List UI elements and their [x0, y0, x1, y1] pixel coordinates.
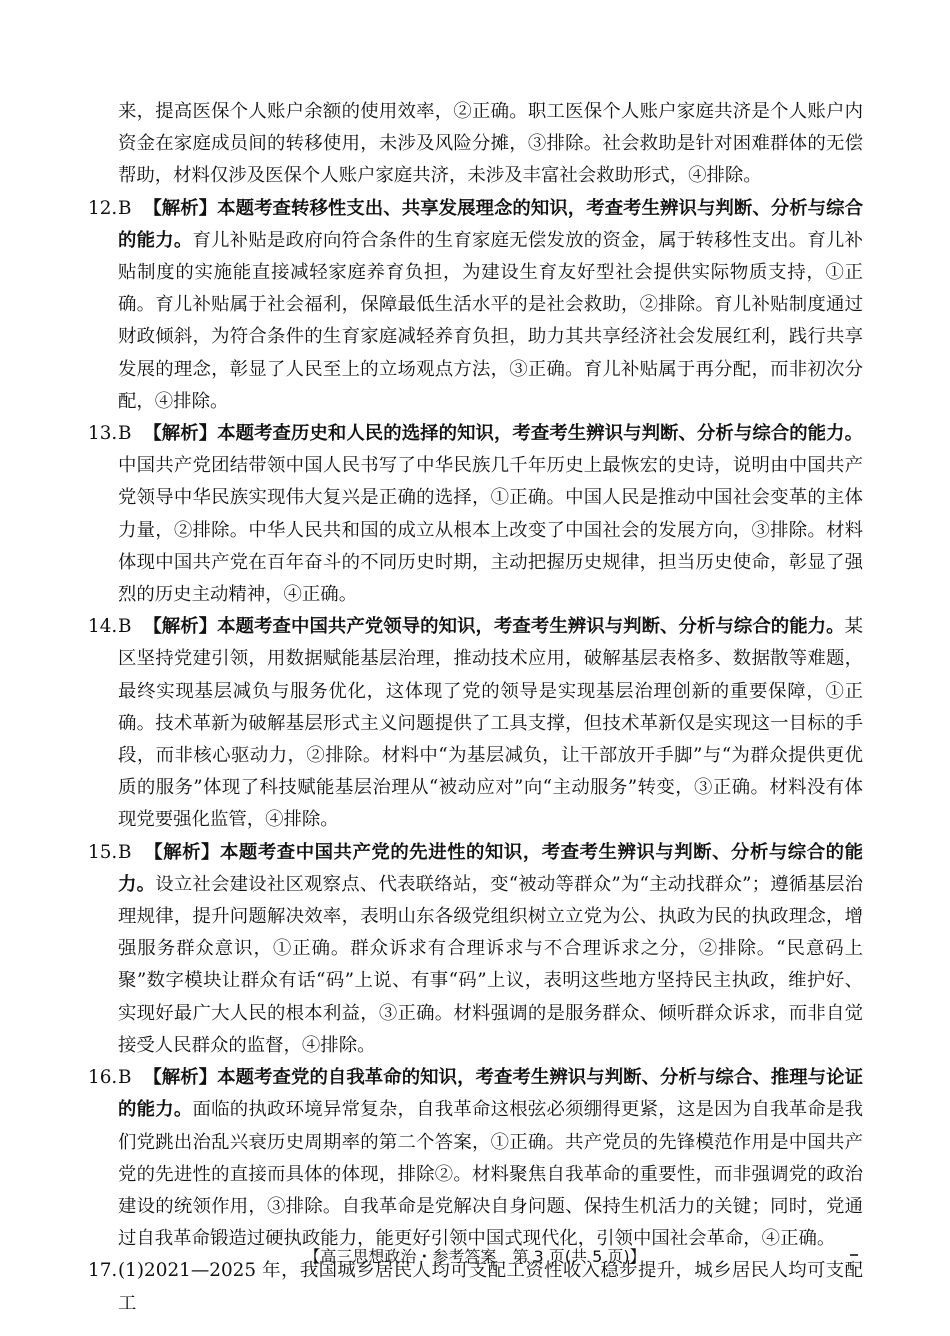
- item-answer: B: [118, 197, 132, 219]
- answer-item-12: [88, 193, 863, 418]
- item-answer: B: [118, 423, 132, 445]
- item-body: 面临的执政环境异常复杂，自我革命这根弦必须绷得更紧，这是因为自我革命是我们党跳出治乱兴衰历史周期率的第二个答案，①正确。共产党员的先锋模范作用是中国共产党的先进性的直接而具体的体现，排除②。材料聚焦自我革命的重要性，而非强调党的政治建设的统领作用，③排除。自我革命是党解决自身问题、保持生机活力的关键；同时，党通过自我革命锻造过硬执政能力，能更好引领中国式现代化，引领中国社会革命，④正确。: [118, 1099, 863, 1250]
- analysis-tag: 【解析】: [143, 423, 218, 445]
- item-lead: 本题考查历史和人民的选择的知识，考查考生辨识与判断、分析与综合的能力。: [217, 423, 863, 445]
- analysis-tag: 【解析】: [143, 197, 218, 219]
- answer-item-14: [88, 611, 863, 836]
- item-number: 13.: [88, 423, 118, 445]
- item-number: 16.: [88, 1067, 118, 1089]
- page-footer: 【高三思想政治・参考答案 第 3 页(共 5 页)】: [304, 1247, 646, 1266]
- answer-item-13: [88, 418, 863, 611]
- item-lead: 本题考查中国共产党的先进性的知识，考查考生辨识与判断、分析与综合的能力。: [118, 841, 863, 895]
- item-lead: 本题考查党的自我革命的知识，考查考生辨识与判断、分析与综合、推理与论证的能力。: [118, 1067, 863, 1121]
- intro-paragraph: 来，提高医保个人账户余额的使用效率，②正确。职工医保个人账户家庭共济是个人账户内资金在家庭成员间的转移使用，未涉及风险分摊，③排除。社会救助是针对困难群体的无偿帮助，材料仅涉及医保个人账户家庭共济，未涉及丰富社会救助形式，④排除。: [118, 101, 863, 187]
- item-answer: B: [118, 841, 132, 863]
- answer-item-16: [88, 1062, 863, 1255]
- item-body: (1)2021—2025 年，我国城乡居民人均可支配工资性收入稳步提升，城乡居民人均可支配工: [118, 1260, 863, 1314]
- analysis-tag: 【解析】: [143, 1067, 218, 1089]
- answer-item-15: [88, 837, 863, 1062]
- item-number: 14.: [88, 616, 118, 638]
- item-body: 某区坚持党建引领，用数据赋能基层治理，推动技术应用，破解基层表格多、数据散等难题，最终实现基层减负与服务优化，这体现了党的领导是实现基层治理创新的重要保障，①正确。技术革新为破解基层形式主义问题提供了工具支撑，但技术革新仅是实现这一目标的手段，而非核心驱动力，②排除。材料中“为基层减负，让干部放开手脚”与“为群众提供更优质的服务”体现了科技赋能基层治理从“被动应对”向“主动服务”转变，③正确。材料没有体现党要强化监管，④排除。: [118, 616, 863, 831]
- item-lead: 本题考查中国共产党领导的知识，考查考生辨识与判断、分析与综合的能力。: [217, 616, 845, 638]
- item-number: 15.: [88, 841, 118, 863]
- item-body: 设立社会建设社区观察点、代表联络站，变“被动等群众”为“主动找群众”；遵循基层治理规律，提升问题解决效率，表明山东各级党组织树立立党为公、执政为民的执政理念，增强服务群众意识，①正确。群众诉求有合理诉求与不合理诉求之分，②排除。“民意码上聚”数字模块让群众有话“码”上说、有事“码”上议，表明这些地方坚持民主执政，维护好、实现好最广大人民的根本利益，③正确。材料强调的是服务群众、倾听群众诉求，而非自觉接受人民群众的监督，④排除。: [118, 873, 863, 1056]
- item-answer: B: [118, 616, 132, 638]
- item-answer: B: [118, 1067, 132, 1089]
- analysis-tag: 【解析】: [144, 841, 220, 863]
- item-lead: 本题考查转移性支出、共享发展理念的知识，考查考生辨识与判断、分析与综合的能力。: [118, 197, 863, 251]
- item-number: 12.: [88, 197, 118, 219]
- item-body: 育儿补贴是政府向符合条件的生育家庭无偿发放的资金，属于转移性支出。育儿补贴制度的实施能直接减轻家庭养育负担，为建设生育友好型社会提供实际物质支持，①正确。育儿补贴属于社会福利，保障最低生活水平的是社会救助，②排除。育儿补贴制度通过财政倾斜，为符合条件的生育家庭减轻养育负担，助力其共享经济社会发展红利，践行共享发展的理念，彰显了人民至上的立场观点方法，③正确。育儿补贴属于再分配，而非初次分配，④排除。: [118, 229, 863, 412]
- answer-content: [88, 96, 863, 1320]
- analysis-tag: 【解析】: [143, 616, 218, 638]
- item-body: 中国共产党团结带领中国人民书写了中华民族几千年历史上最恢宏的史诗，说明由中国共产党领导中华民族实现伟大复兴是正确的选择，①正确。中国人民是推动中国社会变革的主体力量，②排除。中华人民共和国的成立从根本上改变了中国社会的发展方向，③排除。材料体现中国共产党在百年奋斗的不同历史时期，主动把握历史规律，担当历史使命，彰显了强烈的历史主动精神，④正确。: [118, 455, 863, 606]
- corner-mark: [850, 1254, 858, 1256]
- item-number: 17.: [88, 1260, 118, 1282]
